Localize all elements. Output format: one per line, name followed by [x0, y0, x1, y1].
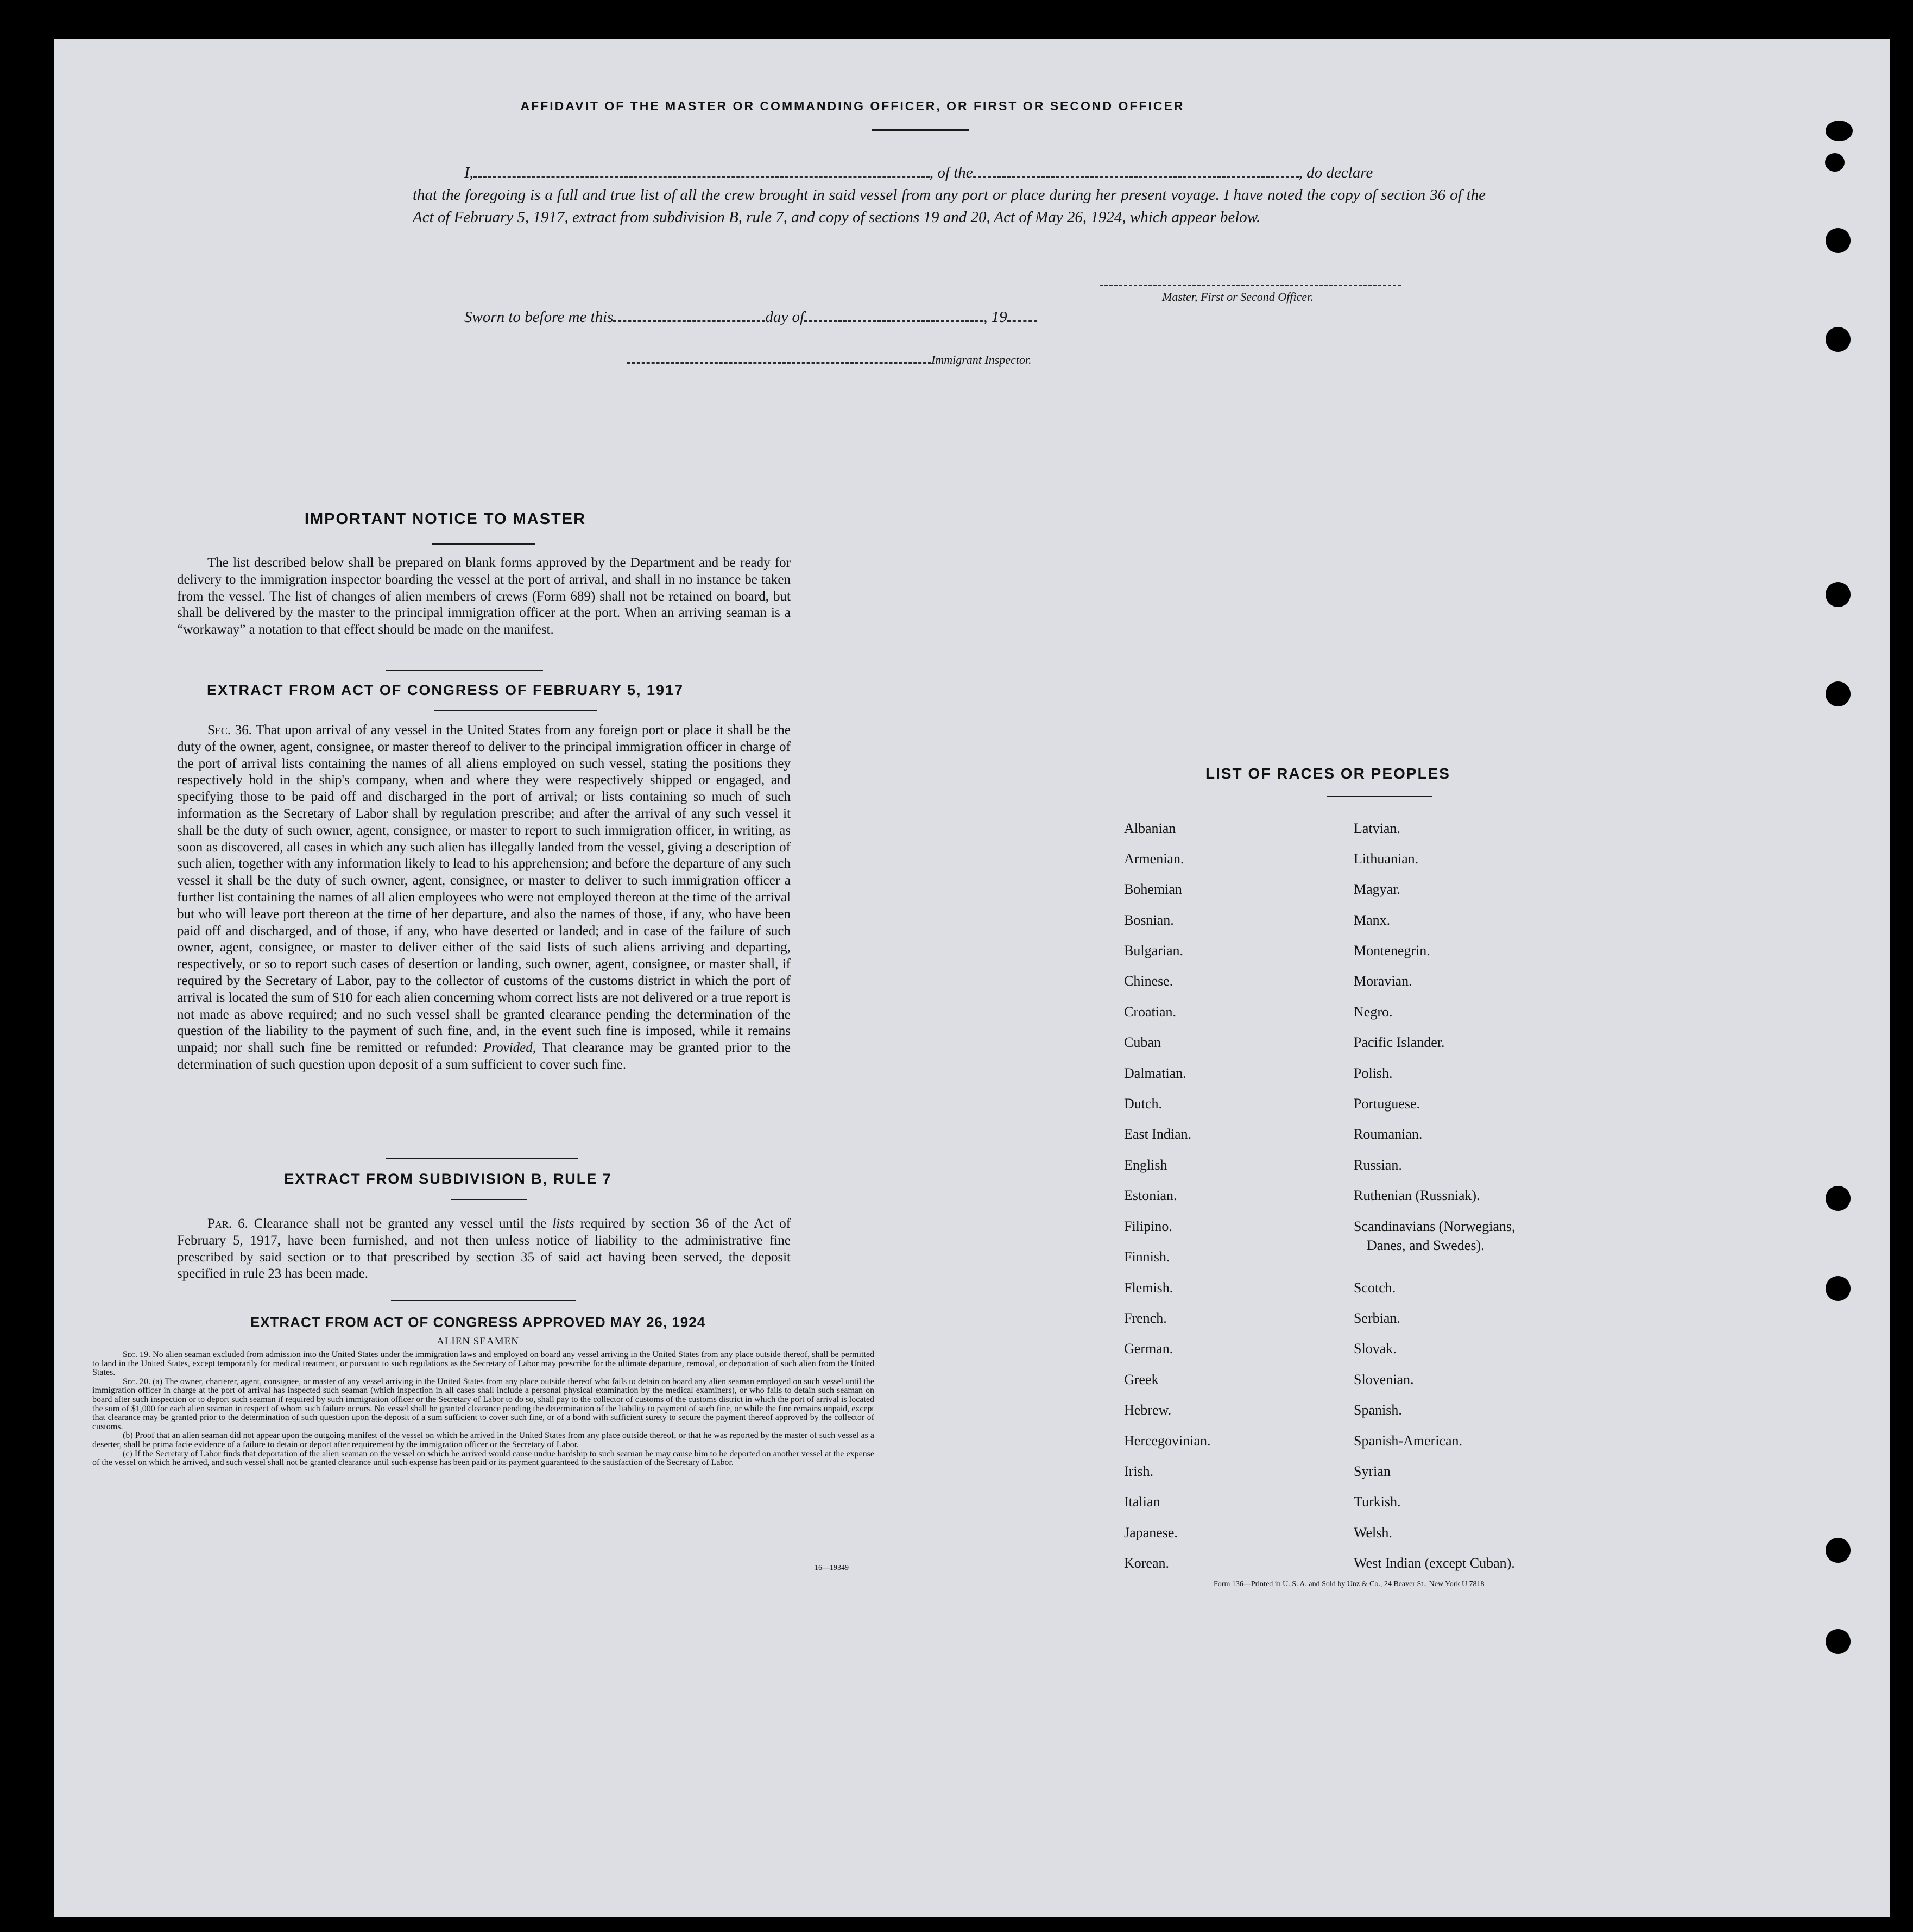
left-race-item: East Indian. [1124, 1126, 1192, 1142]
left-race-item: Dutch. [1124, 1096, 1163, 1112]
master-signature-line[interactable] [1100, 285, 1401, 286]
year-label: , 19 [983, 308, 1007, 326]
sec-20b-text: (b) Proof that an alien seaman did not appear upon the outgoing manifest of the vessel on which he arrived in the United States from any place outside thereof, or that he was reported by the master of such vessel as a deserter, shall be prima facie evidence of a failure to detain or deport after requirement by the immigration officer or the Secretary of Labor. [92, 1431, 874, 1449]
left-race-item: Finnish. [1124, 1249, 1170, 1265]
left-race-item: Armenian. [1124, 851, 1184, 867]
sec-36-label: Sec. 36. [207, 723, 252, 737]
left-race-item: Chinese. [1124, 973, 1173, 989]
left-race-item: Bosnian. [1124, 912, 1174, 928]
extract-1924-title: EXTRACT FROM ACT OF CONGRESS APPROVED MAY 26, 1924 [250, 1314, 706, 1330]
left-race-item: Bohemian [1124, 881, 1182, 897]
punch-hole [1826, 327, 1851, 352]
right-race-item: Syrian [1354, 1463, 1391, 1479]
document-page [54, 39, 1890, 1917]
declaration-block [413, 162, 1486, 229]
right-race-item: Pacific Islander. [1354, 1034, 1445, 1050]
year-fill[interactable] [1007, 312, 1037, 322]
right-race-item: Magyar. [1354, 881, 1400, 897]
right-race-item: Danes, and Swedes). [1367, 1238, 1485, 1253]
decl-of-the-label: , of the [929, 164, 973, 181]
left-race-item: Albanian [1124, 820, 1176, 836]
master-signature-label: Master, First or Second Officer. [1162, 290, 1314, 304]
extract-1917-divider [386, 1158, 578, 1159]
right-race-item: Lithuanian. [1354, 851, 1419, 867]
affidavit-title: AFFIDAVIT OF THE MASTER OR COMMANDING OFFICER, OR FIRST OR SECOND OFFICER [520, 99, 1185, 113]
right-race-item: Welsh. [1354, 1525, 1392, 1540]
notice-text [177, 555, 791, 639]
decl-declare-label: , do declare [1298, 164, 1373, 181]
races-title: LIST OF RACES OR PEOPLES [1205, 765, 1450, 782]
sworn-day-fill[interactable] [613, 312, 765, 322]
extract-1924-text [92, 1350, 874, 1468]
lists-word: lists [552, 1216, 574, 1231]
sec-20c-text: (c) If the Secretary of Labor finds that deportation of the alien seaman on the vessel on which he arrived would cause undue hardship to such seaman he may cause him to be deported on another vessel at the expense of the vessel on which he arrived, and such vessel shall not be granted clearance until such expense has been paid or its payment guaranteed to the satisfaction of the Secretary of Labor. [92, 1449, 874, 1468]
extract-1917-rule [434, 710, 597, 711]
punch-hole [1826, 1538, 1851, 1563]
vessel-fill-line[interactable] [973, 167, 1299, 178]
right-race-item: Scandinavians (Norwegians, [1354, 1218, 1516, 1234]
extract-1917-title: EXTRACT FROM ACT OF CONGRESS OF FEBRUARY 5, 1917 [206, 682, 684, 698]
title-rule [872, 129, 969, 131]
left-race-item: Hebrew. [1124, 1402, 1172, 1418]
left-race-item: Hercegovinian. [1124, 1433, 1211, 1449]
punch-hole [1826, 681, 1851, 706]
left-race-item: Irish. [1124, 1463, 1154, 1479]
left-race-item: Flemish. [1124, 1280, 1173, 1296]
right-race-item: Slovenian. [1354, 1372, 1414, 1387]
notice-title: IMPORTANT NOTICE TO MASTER [304, 510, 586, 528]
left-race-item: Dalmatian. [1124, 1065, 1186, 1081]
right-race-item: Portuguese. [1354, 1096, 1420, 1112]
extract-1924-subtitle: ALIEN SEAMEN [437, 1336, 519, 1347]
sworn-label: Sworn to before me this [464, 308, 614, 326]
rule7-title: EXTRACT FROM SUBDIVISION B, RULE 7 [284, 1171, 612, 1187]
rule7-text-b: required by section 36 of the Act of February 5, 1917, have been furnished, and not then unless notice of liability to the administrative fine prescribed by said section or to that prescribed by section 35 of said act having been served, the deposit specified in rule 23 has been made. [177, 1216, 791, 1281]
par-6-label: Par. 6. [207, 1216, 248, 1231]
punch-hole [1826, 582, 1851, 607]
right-race-item: Slovak. [1354, 1341, 1397, 1356]
inspector-line [627, 353, 1032, 367]
right-race-item: Polish. [1354, 1065, 1393, 1081]
inspector-label: Immigrant Inspector. [931, 353, 1032, 367]
right-race-item: Latvian. [1354, 820, 1400, 836]
right-race-item: West Indian (except Cuban). [1354, 1555, 1515, 1571]
right-race-item: Negro. [1354, 1004, 1393, 1020]
punch-hole [1825, 153, 1845, 172]
form-footer: Form 136—Printed in U. S. A. and Sold by Unz & Co., 24 Beaver St., New York U 7818 [1214, 1580, 1485, 1588]
notice-rule [432, 543, 535, 545]
left-race-item: Korean. [1124, 1555, 1170, 1571]
rule7-divider [391, 1300, 576, 1301]
rule7-rule [451, 1199, 527, 1200]
right-race-item: Russian. [1354, 1157, 1402, 1173]
sec-36-text-end: That clearance may be granted prior to the determination of such question upon deposit of a sum sufficient to cover such fine. [177, 1040, 791, 1072]
right-race-item: Turkish. [1354, 1494, 1401, 1510]
inspector-signature-line[interactable] [627, 356, 931, 364]
right-race-item: Spanish-American. [1354, 1433, 1463, 1449]
right-race-item: Moravian. [1354, 973, 1412, 989]
left-race-item: Italian [1124, 1494, 1160, 1510]
provided-word: Provided, [483, 1040, 536, 1056]
right-race-item: Spanish. [1354, 1402, 1402, 1418]
notice-divider [386, 670, 543, 671]
left-race-item: Filipino. [1124, 1218, 1172, 1234]
sec-36-text: That upon arrival of any vessel in the United States from any foreign port or place it shall be the duty of the owner, agent, consignee, or master thereof to deliver to the principal immigration officer in charge of the port of arrival lists containing the names of all aliens employed on such vessel, stating the positions they respectively hold in the ship's company, when and where they were respectively shipped or engaged, and specifying those to be paid off and discharged in the port of arrival; or lists containing so much of such information as the Secretary of Labor shall by regulation prescribe; and after the arrival of any such vessel it shall be the duty of such owner, agent, consignee, or master to report to such immigration officer, in writing, as soon as discovered, all cases in which any such alien has illegally landed from the vessel, giving a description of such alien, together with any information likely to lead to his apprehension; and before the departure of any such vessel it shall be the duty of such owner, agent, consignee, or master to deliver to such immigration officer a further list containing the names of all alien employees who were not employed thereon at the time of the arrival but who will leave port thereon at the time of her departure, and also the names of those, if any, who have been paid off and discharged, and of those, if any, who have deserted or landed; and in case of the failure of such owner, agent, consignee, or master to deliver either of the said lists of such aliens arriving and departing, respectively, or so to report such cases of desertion or landing, such owner, agent, consignee, or master shall, if required by the Secretary of Labor, pay to the collector of customs of the customs district in which the port of arrival is located the sum of $10 for each alien concerning whom correct lists are not delivered or a true report is not made as above required; and no such vessel shall be granted clearance pending the determination of the question of the liability to the payment of such fine, and, in the event such fine is imposed, while it remains unpaid; nor shall such fine be remitted or refunded: [177, 723, 791, 1056]
declaration-line-1 [413, 162, 1486, 184]
extract-1917-text [177, 722, 791, 1074]
sworn-month-fill[interactable] [804, 312, 983, 322]
print-code: 16—19349 [815, 1564, 849, 1572]
right-race-item: Montenegrin. [1354, 943, 1430, 958]
notice-paragraph: The list described below shall be prepared on blank forms approved by the Department and be ready for delivery to the immigration inspector boarding the vessel at the port of arrival, and shall in no instance be taken from the vessel. The list of changes of alien members of crews (Form 689) shall not be retained on board, but shall be delivered by the master to the principal immigration officer at the port. When an arriving seaman is a “workaway” a notation to that effect should be made on the manifest. [177, 555, 791, 637]
sec-20a-text: (a) The owner, charterer, agent, consignee, or master of any vessel arriving in the United States from any place outside thereof who fails to detain on board any alien seaman employed on such vessel until the immigration officer in charge at the port of arrival has inspected such seaman (which inspection in all cases shall include a personal physical examination by the medical examiners), or who fails to detain such seaman on board after such inspection or to deport such seaman if required by such immigration officer or the Secretary of Labor to do so, shall pay to the collector of customs of the customs district in which the port of arrival is located the sum of $1,000 for each alien seaman in respect of whom such failure occurs. No vessel shall be granted clearance pending the determination of the liability to payment of such fine, or while the fine remains unpaid, except that clearance may be granted prior to the determination of such question upon the deposit of a sum sufficient to cover such fine, or of a bond with sufficient surety to secure the payment thereof approved by the collector of customs. [92, 1377, 875, 1431]
races-rule [1327, 796, 1432, 797]
right-race-item: Scotch. [1354, 1280, 1396, 1296]
left-race-item: French. [1124, 1310, 1167, 1326]
rule7-text [177, 1216, 791, 1283]
sec-19-text: No alien seaman excluded from admission into the United States under the immigration laws and employed on board any vessel arriving in the United States from any place outside thereof, shall be permitted to land in the United States, except temporarily for medical treatment, or pursuant to such regulations as the Secretary of Labor may prescribe for the ultimate departure, removal, or deportation of such alien from the United States. [92, 1350, 875, 1378]
right-race-item: Serbian. [1354, 1310, 1400, 1326]
sworn-line [464, 308, 1037, 326]
punch-hole [1826, 121, 1853, 141]
left-race-item: Croatian. [1124, 1004, 1177, 1020]
left-race-item: Bulgarian. [1124, 943, 1184, 958]
name-fill-line[interactable] [473, 167, 930, 178]
left-race-item: Japanese. [1124, 1525, 1178, 1540]
left-race-item: Estonian. [1124, 1188, 1177, 1203]
decl-i-label: I, [464, 164, 473, 181]
right-race-item: Ruthenian (Russniak). [1354, 1188, 1480, 1203]
left-race-item: German. [1124, 1341, 1173, 1356]
day-of-label: day of [765, 308, 805, 326]
declaration-body: that the foregoing is a full and true list of all the crew brought in said vessel from any port or place during her present voyage. I have noted the copy of section 36 of the Act of February 5, 1917, extract from subdivision B, rule 7, and copy of sections 19 and 20, Act of May 26, 1924, which appear below. [413, 186, 1486, 226]
punch-hole [1826, 1186, 1851, 1211]
left-race-item: Greek [1124, 1372, 1159, 1387]
rule7-text-a: Clearance shall not be granted any vessel until the [254, 1216, 547, 1231]
left-race-item: Cuban [1124, 1034, 1161, 1050]
right-race-item: Roumanian. [1354, 1126, 1423, 1142]
sec-20-label: Sec. 20. [123, 1377, 151, 1386]
punch-hole [1826, 228, 1851, 253]
punch-hole [1826, 1629, 1851, 1654]
sec-19-label: Sec. 19. [123, 1350, 151, 1359]
punch-hole [1826, 1276, 1851, 1301]
right-race-item: Manx. [1354, 912, 1391, 928]
left-race-item: English [1124, 1157, 1167, 1173]
